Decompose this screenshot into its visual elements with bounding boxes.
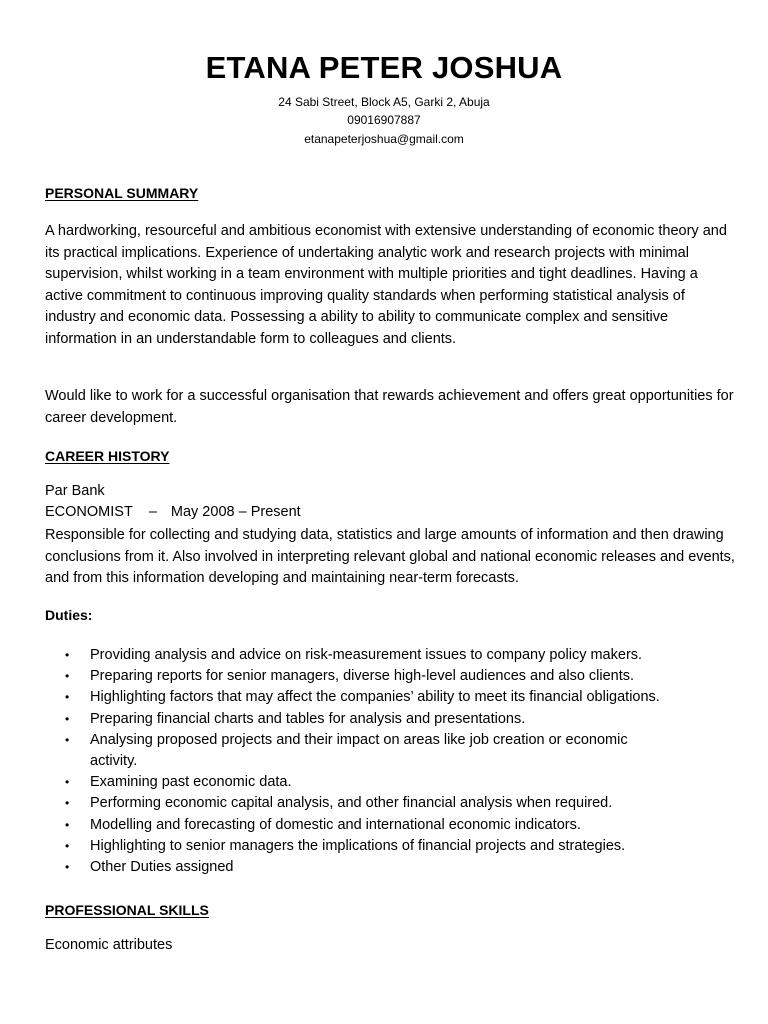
company-name: Par Bank (45, 483, 105, 499)
bullet-icon: • (65, 838, 70, 853)
list-item (45, 687, 660, 708)
personal-summary-paragraph: A hardworking, resourceful and ambitious economist with extensive understanding of economic theory and its practical implications. Experience of undertaking analytic work and research projects with minimal supervision, whilst working in a team environment with multiple priorities and tight deadlines. Having a active commitment to continuous improving quality standards when performing statistical analysis of industry and economic data. Possessing a ability to ability to communicate complex and sensitive information in an understandable form to colleagues and clients. (45, 223, 727, 347)
list-item (45, 730, 660, 772)
job-title: ECONOMIST (45, 504, 133, 520)
job-title-line (45, 504, 301, 520)
candidate-name: ETANA PETER JOSHUA (205, 50, 563, 85)
personal-summary-heading: PERSONAL SUMMARY (45, 185, 199, 201)
contact-email: etanapeterjoshua@gmail.com (304, 132, 464, 146)
duties-label: Duties: (45, 607, 93, 623)
duty-text: Preparing financial charts and tables for analysis and presentations. (90, 710, 526, 727)
duty-text: Performing economic capital analysis, and other financial analysis when required. (90, 795, 613, 812)
bullet-icon: • (65, 860, 70, 875)
contact-phone: 09016907887 (347, 113, 421, 127)
list-item (45, 793, 660, 814)
bullet-icon: • (65, 817, 70, 832)
list-item (45, 815, 660, 836)
job-title-separator: – (148, 504, 157, 520)
bullet-icon: • (65, 796, 70, 811)
career-objective-paragraph: Would like to work for a successful organisation that rewards achievement and offers great opportunities for career development. (45, 388, 734, 426)
bullet-icon: • (65, 669, 70, 684)
duty-text: Preparing reports for senior managers, diverse high-level audiences and also clients. (90, 668, 635, 685)
job-period: May 2008 – Present (170, 504, 301, 520)
duty-text: Modelling and forecasting of domestic and international economic indicators. (90, 816, 581, 833)
duties-list (45, 645, 735, 878)
list-item (45, 709, 660, 730)
list-item (45, 666, 660, 687)
skills-first-item: Economic attributes (45, 937, 173, 953)
list-item (45, 857, 660, 878)
contact-address: 24 Sabi Street, Block A5, Garki 2, Abuja (278, 95, 490, 109)
professional-skills-heading: PROFESSIONAL SKILLS (45, 902, 209, 918)
bullet-icon: • (65, 711, 70, 726)
duty-text: Analysing proposed projects and their impact on areas like job creation or economic activity. (90, 731, 628, 770)
duty-text: Other Duties assigned (90, 859, 234, 876)
career-history-heading: CAREER HISTORY (45, 448, 170, 464)
bullet-icon: • (65, 690, 70, 705)
duty-text: Highlighting factors that may affect the companies’ ability to meet its financial obligations. (90, 689, 660, 706)
bullet-icon: • (65, 732, 70, 747)
bullet-icon: • (65, 775, 70, 790)
list-item (45, 836, 660, 857)
bullet-icon: • (65, 648, 70, 662)
duty-text: Examining past economic data. (90, 774, 292, 791)
list-item (45, 645, 660, 666)
duty-text: Providing analysis and advice on risk-measurement issues to company policy makers. (90, 647, 643, 663)
list-item (45, 772, 660, 793)
job-responsibility-paragraph: Responsible for collecting and studying data, statistics and large amounts of information and then drawing conclusions from it. Also involved in interpreting relevant global and national economic releases and events, and from this information developing and maintaining near-term forecasts. (45, 527, 735, 587)
duty-text: Highlighting to senior managers the implications of financial projects and strategies. (90, 837, 626, 854)
